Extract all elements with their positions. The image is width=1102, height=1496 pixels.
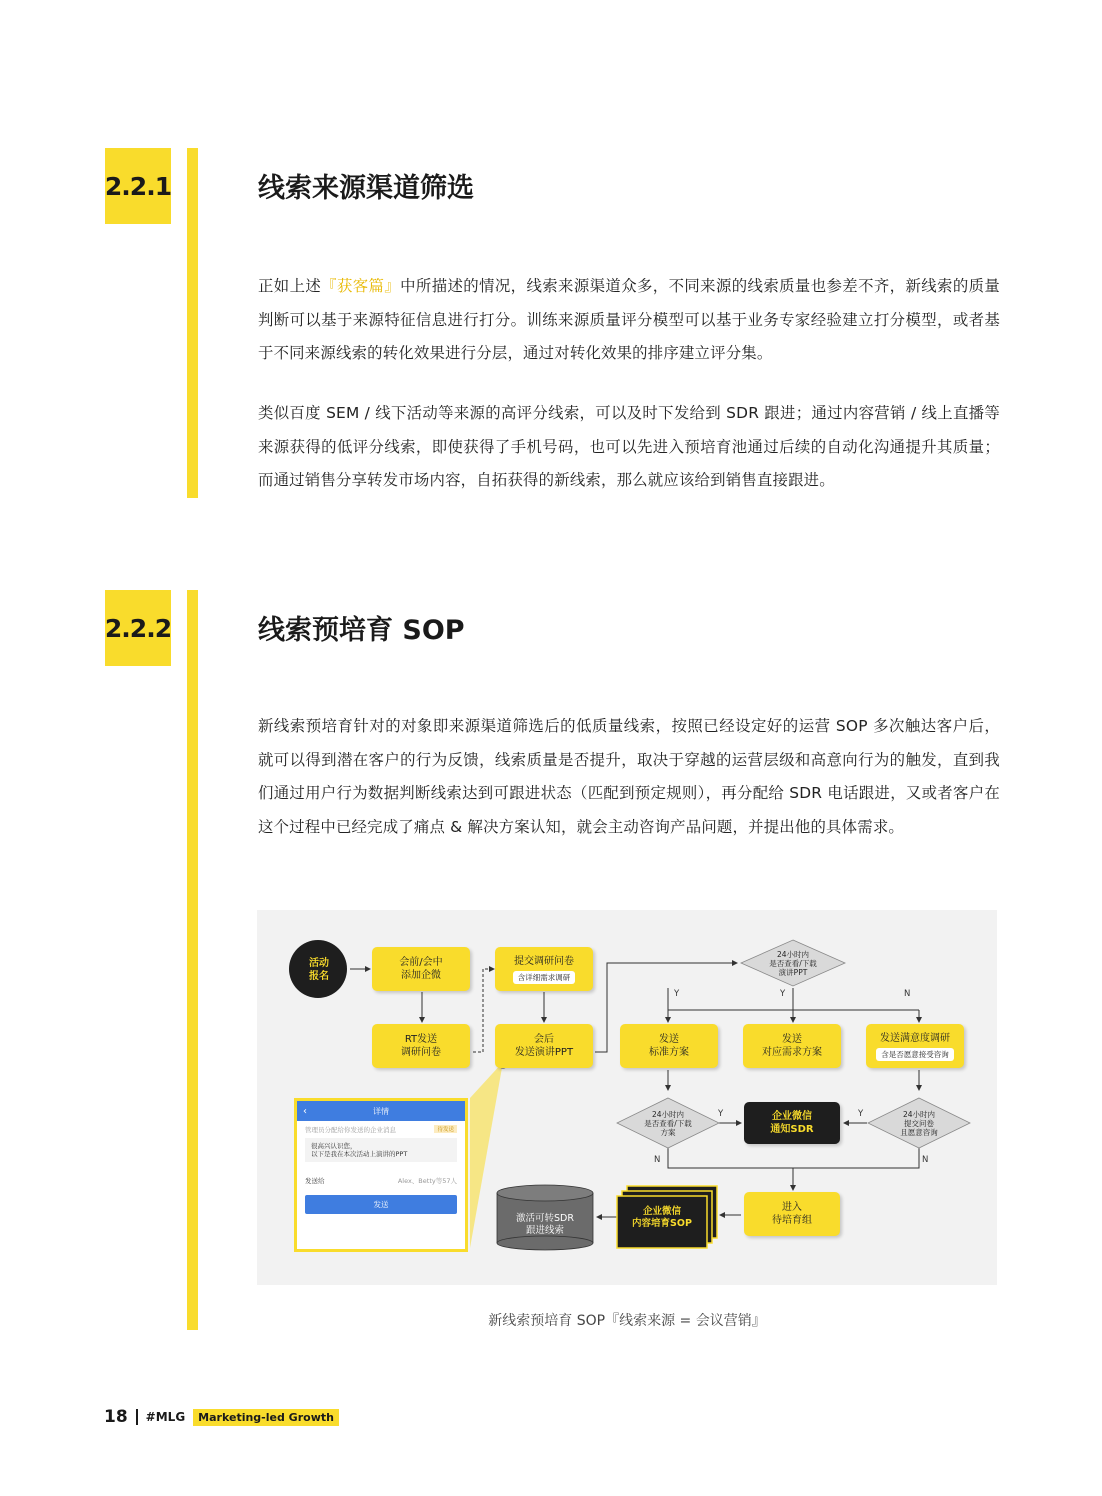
- section-title: 线索预培育 SOP: [258, 615, 465, 646]
- decision-label: 24小时内: [651, 1110, 685, 1119]
- node-sublabel: 含是否愿意接受咨询: [876, 1048, 954, 1061]
- node-send-ppt: [495, 1024, 593, 1068]
- decision-label: 是否查看/下载: [644, 1119, 692, 1128]
- node-label: 企业微信: [772, 1111, 812, 1122]
- paragraph: [258, 270, 1000, 371]
- node-label: 发送: [782, 1034, 802, 1045]
- decision-label: 24小时内: [902, 1110, 936, 1119]
- node-label: 会后: [534, 1034, 554, 1045]
- node-label: 标准方案: [649, 1047, 689, 1058]
- recipients-label: 发送给: [305, 1177, 325, 1185]
- node-label: 通知SDR: [770, 1124, 814, 1135]
- paragraph-text: 正如上述: [258, 277, 322, 295]
- page-number: 18: [104, 1407, 128, 1427]
- branch-no-label: N: [654, 1155, 661, 1165]
- node-activated-leads: [497, 1213, 593, 1237]
- mockup-hint: 管理员分配给你发送的企业消息: [305, 1126, 396, 1134]
- footer-tag: #MLG: [145, 1410, 186, 1424]
- status-badge: 待发送: [434, 1125, 457, 1133]
- node-standard-plan: [620, 1024, 718, 1068]
- node-label: 对应需求方案: [762, 1047, 822, 1058]
- node-survey: [495, 947, 593, 991]
- branch-yes-label: Y: [674, 989, 680, 999]
- mockup-title: 详情: [373, 1106, 389, 1116]
- section-accent-bar: [187, 590, 198, 1330]
- section-number-badge: 2.2.1: [105, 148, 171, 224]
- start-label: 活动: [309, 958, 329, 969]
- section-accent-bar: [187, 148, 198, 498]
- recipients-value: Alex、Betty等57人: [397, 1177, 457, 1185]
- wechat-message-mockup: [294, 1098, 468, 1252]
- node-content-sop: [617, 1206, 707, 1230]
- decision-plan-viewed: [638, 1110, 698, 1137]
- branch-no-label: N: [922, 1155, 929, 1165]
- node-label: 内容培育SOP: [632, 1218, 692, 1229]
- branch-yes-label: Y: [858, 1109, 864, 1119]
- node-label: 提交调研问卷: [514, 955, 574, 967]
- node-sublabel: 含详细需求调研: [513, 971, 576, 984]
- section-number-badge: 2.2.2: [105, 590, 171, 666]
- decision-label: 演讲PPT: [778, 968, 808, 977]
- decision-label: 24小时内: [776, 950, 810, 959]
- highlight-text: 『获客篇』: [321, 277, 401, 295]
- footer-divider: [136, 1409, 138, 1425]
- footer-pill: Marketing-led Growth: [193, 1409, 339, 1426]
- node-label: 调研问卷: [401, 1047, 441, 1058]
- node-add-wechat: [372, 947, 470, 991]
- decision-survey-submitted: [889, 1110, 949, 1137]
- node-label: 跟进线索: [525, 1225, 564, 1236]
- branch-yes-label: Y: [718, 1109, 724, 1119]
- paragraph: 新线索预培育针对的对象即来源渠道筛选后的低质量线索，按照已经设定好的运营 SOP 多次触达客户后，就可以得到潜在客户的行为反馈，线索质量是否提升，取决于穿越的运营层级和高意向行为的触发，直到我们通过用户行为数据判断线索达到可跟进状态（匹配到预定规则），再分配给 SDR 电话跟进，又或者客户在这个过程中已经完成了痛点 & 解决方案认知，就会主动咨询产品问题，并提出他的具体需求。: [258, 717, 1000, 836]
- decision-label: 是否查看/下载: [769, 959, 817, 968]
- node-label: RT发送: [404, 1034, 438, 1045]
- node-label: 发送: [659, 1034, 679, 1045]
- send-button: 发送: [305, 1195, 457, 1214]
- start-label: 报名: [309, 971, 329, 982]
- start-node: [290, 957, 348, 983]
- message-line: 以下是我在本次活动上演讲的PPT: [311, 1150, 408, 1158]
- mockup-message: [305, 1138, 457, 1162]
- node-label: 添加企微: [401, 970, 441, 981]
- node-label: 企业微信: [642, 1206, 681, 1217]
- node-label: 发送演讲PPT: [514, 1047, 574, 1058]
- node-nurture-pool: [744, 1192, 840, 1236]
- decision-label: 且愿意咨询: [900, 1128, 938, 1137]
- mockup-recipients-row: [297, 1162, 465, 1191]
- message-line: 很高兴认识您，: [311, 1142, 357, 1150]
- decision-ppt-viewed: [763, 950, 823, 977]
- mockup-hint-row: [297, 1121, 465, 1138]
- paragraph: 类似百度 SEM / 线下活动等来源的高评分线索，可以及时下发给到 SDR 跟进；通过内容营销 / 线上直播等来源获得的低评分线索，即使获得了手机号码，也可以先进入预培育池通过后续的自动化沟通提升其质量；而通过销售分享转发市场内容，自拓获得的新线索，那么就应该给到销售直接跟进。: [258, 404, 1000, 489]
- page-footer: [104, 1406, 339, 1428]
- decision-label: 提交问卷: [904, 1119, 934, 1128]
- paragraph-text: 中所描述的情况，线索来源渠道众多，不同来源的线索质量也参差不齐，新线索的质量判断可以基于来源特征信息进行打分。训练来源质量评分模型可以基于业务专家经验建立打分模型，或者基于不同来源线索的转化效果进行分层，通过对转化效果的排序建立评分集。: [258, 277, 1000, 362]
- node-notify-sdr: [744, 1102, 840, 1144]
- node-satisfaction: [866, 1024, 964, 1068]
- branch-no-label: N: [904, 989, 911, 999]
- node-label: 待培育组: [772, 1215, 812, 1226]
- node-label: 发送满意度调研: [880, 1032, 950, 1044]
- node-label: 会前/会中: [399, 957, 443, 968]
- back-arrow-icon: ‹: [303, 1105, 307, 1117]
- node-rt-survey: [372, 1024, 470, 1068]
- mockup-header: [297, 1101, 465, 1121]
- node-label: 进入: [782, 1202, 802, 1213]
- section-title: 线索来源渠道筛选: [258, 173, 474, 204]
- node-custom-plan: [743, 1024, 841, 1068]
- figure-caption: 新线索预培育 SOP『线索来源 = 会议营销』: [488, 1313, 766, 1329]
- branch-yes-label: Y: [780, 989, 786, 999]
- node-label: 激活可转SDR: [516, 1213, 574, 1224]
- decision-label: 方案: [660, 1128, 676, 1137]
